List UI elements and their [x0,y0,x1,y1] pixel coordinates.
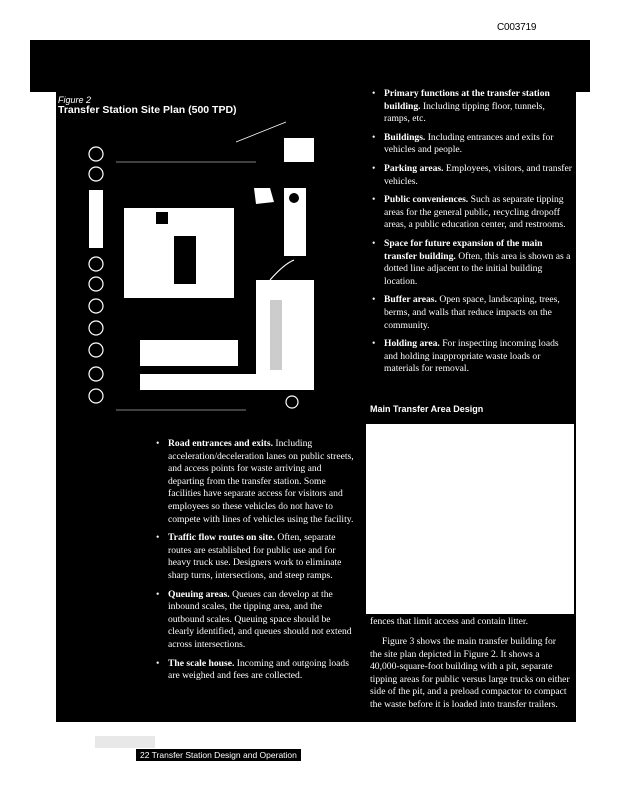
transfer-trailer-area [256,280,314,390]
list-item: • Holding area. For inspecting incoming loads and holding inappropriate waste loads or materials for removal. [372,338,572,376]
list-item: • Buffer areas. Open space, landscaping, trees, berms, and walls that reduce impacts on the community. [372,294,572,332]
kiosk [254,188,274,204]
list-item: • Public conveniences. Such as separate tipping areas for the general public, recycling dropoff areas, a public education center, and restrooms. [372,194,572,232]
list-item: • Traffic flow routes on site. Often, separate routes are established for public use and for heavy truck use. Designers work to eliminate sharp turns, intersections, and steep ramps. [156,532,358,582]
site-plan-drawing [56,92,364,422]
scale-house [284,138,314,162]
figure-title: Transfer Station Site Plan (500 TPD) [58,104,237,116]
document-id: C003719 [497,22,537,33]
page-footer: 22 Transfer Station Design and Operation [136,749,301,761]
list-item: • The scale house. Incoming and outgoing loads are weighed and fees are collected. [156,658,358,683]
right-bullet-list [372,88,572,382]
parking-lot-upper [140,340,238,366]
scan-smudge [95,736,155,748]
list-item: • Queuing areas. Queues can develop at the inbound scales, the tipping area, and the outbound scales. Queuing space should be clearly identified, and queues should not extend across intersections. [156,589,358,652]
paragraph-fences: fences that limit access and contain litter. [370,616,528,627]
list-item: • Road entrances and exits. Including acceleration/deceleration lanes on public streets, and access points for waste arriving and departing from the transfer station. Some facilities have separate access for visitors and employees so these vehicles do not have to compete with lines of vehicles using the facility. [156,438,358,526]
parking-lot-lower [140,374,260,390]
left-bullet-list [156,438,358,689]
tipping-pit [174,236,196,284]
list-item: • Primary functions at the transfer station building. Including tipping floor, tunnels, ramps, etc. [372,88,572,126]
list-item: • Space for future expansion of the main transfer building. Often, this area is shown as a dotted line adjacent to the initial building location. [372,238,572,288]
figure-panel [56,92,364,422]
section-heading: Main Transfer Area Design [370,404,484,414]
redacted-block [364,422,576,616]
header-scan-band [30,40,590,92]
left-lot [89,190,103,248]
list-item: • Parking areas. Employees, visitors, and transfer vehicles. [372,163,572,188]
paragraph-figure3: Figure 3 shows the main transfer building for the site plan depicted in Figure 2. It shows a 40,000-square-foot building with a pit, separate tipping areas for public versus large trucks on either side of the pit, and a preload compactor to compact the waste before it is loaded into transfer trailers. [370,636,570,710]
figure-label: Figure 2 [58,95,92,105]
list-item: • Buildings. Including entrances and exits for vehicles and people. [372,132,572,157]
